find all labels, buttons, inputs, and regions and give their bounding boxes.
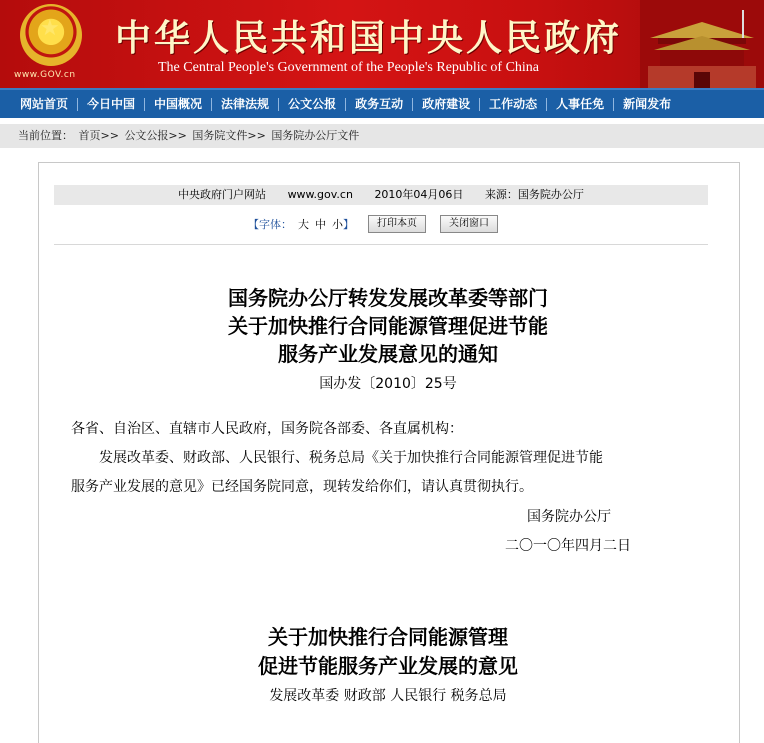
font-size-large-link[interactable]: 大 — [298, 218, 309, 231]
document-title-line-1: 国务院办公厅转发发展改革委等部门 — [228, 286, 548, 310]
breadcrumb-link-home[interactable]: 首页>> — [78, 129, 119, 142]
nav-item-documents[interactable]: 公文公报 — [279, 98, 346, 111]
attachment-title-line-2: 促进节能服务产业发展的意见 — [258, 654, 518, 678]
national-emblem-logo[interactable] — [20, 4, 82, 66]
nav-item-interaction[interactable]: 政务互动 — [346, 98, 413, 111]
document-signatory: 国务院办公厅 — [527, 509, 611, 525]
article-meta-bar — [54, 185, 708, 205]
document-body-line-2: 服务产业发展的意见》已经国务院同意，现转发给你们，请认真贯彻执行。 — [71, 479, 533, 495]
breadcrumb-link-state-council-files[interactable]: 国务院文件>> — [192, 129, 266, 142]
document-body-line-1: 发展改革委、财政部、人民银行、税务总局《关于加快推行合同能源管理促进节能 — [99, 450, 603, 466]
meta-source: 来源：国务院办公厅 — [484, 188, 584, 201]
attachment-issuing-orgs: 发展改革委 财政部 人民银行 税务总局 — [269, 688, 507, 704]
divider — [54, 244, 708, 245]
document-sign-date: 二〇一〇年四月二日 — [505, 538, 631, 554]
document-title-line-3: 服务产业发展意见的通知 — [278, 342, 498, 366]
site-title-english: The Central People's Government of the People's Republic of China — [158, 60, 540, 75]
document-recipients: 各省、自治区、直辖市人民政府，国务院各部委、各直属机构： — [71, 421, 463, 437]
site-title: 中华人民共和国中央人民政府 — [115, 17, 623, 59]
breadcrumb-link-documents[interactable]: 公文公报>> — [124, 129, 187, 142]
print-button[interactable]: 打印本页 — [368, 215, 426, 233]
nav-item-china-overview[interactable]: 中国概况 — [145, 98, 212, 111]
meta-date: 2010年04月06日 — [374, 188, 464, 201]
font-size-medium-link[interactable]: 中 — [315, 218, 326, 231]
font-size-label: 【字体： — [248, 218, 292, 231]
nav-item-appointments[interactable]: 人事任免 — [547, 98, 614, 111]
attachment-title-line-1: 关于加快推行合同能源管理 — [268, 625, 508, 649]
nav-item-work-news[interactable]: 工作动态 — [480, 98, 547, 111]
nav-item-home[interactable]: 网站首页 — [0, 98, 78, 111]
nav-item-china-today[interactable]: 今日中国 — [78, 98, 145, 111]
tiananmen-gate-image — [640, 0, 764, 88]
main-navigation — [0, 88, 764, 118]
nav-item-press-releases[interactable]: 新闻发布 — [623, 96, 672, 111]
star-icon: ★ — [40, 16, 60, 41]
site-url-badge: www.GOV.cn — [14, 70, 76, 80]
nav-item-laws[interactable]: 法律法规 — [212, 98, 279, 111]
site-header — [0, 0, 764, 88]
meta-domain: www.gov.cn — [287, 188, 353, 201]
document-number: 国办发〔2010〕25号 — [319, 376, 457, 392]
font-size-small-link[interactable]: 小 — [332, 218, 343, 231]
breadcrumb — [0, 124, 764, 148]
close-window-button[interactable]: 关闭窗口 — [440, 215, 498, 233]
font-size-close-bracket: 】 — [343, 218, 354, 231]
breadcrumb-link-general-office-files[interactable]: 国务院办公厅文件 — [271, 129, 360, 142]
document-title-line-2: 关于加快推行合同能源管理促进节能 — [228, 314, 548, 338]
meta-portal: 中央政府门户网站 — [178, 188, 267, 201]
nav-item-government-building[interactable]: 政府建设 — [413, 98, 480, 111]
breadcrumb-label: 当前位置： — [18, 129, 73, 142]
article-toolbar — [248, 215, 498, 233]
